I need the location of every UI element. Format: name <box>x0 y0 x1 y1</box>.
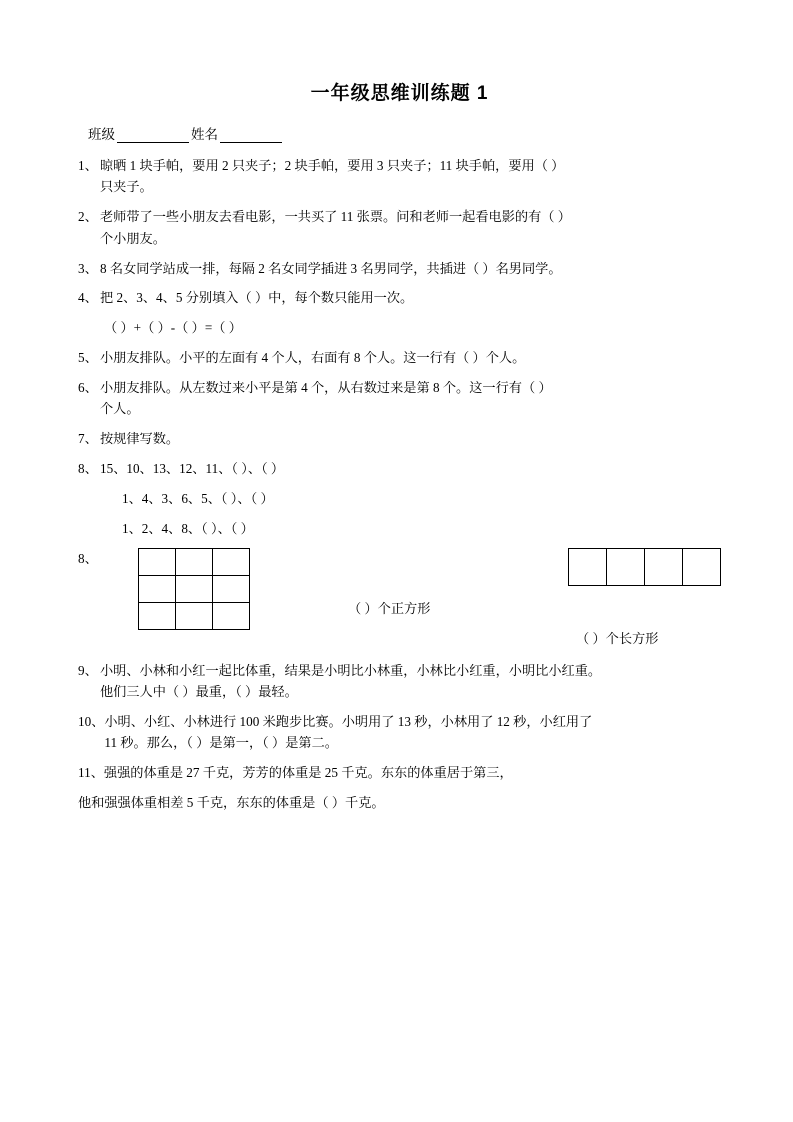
question-11-number: 11、 <box>78 765 104 781</box>
question-7 <box>78 428 721 449</box>
question-2-number: 2、 <box>78 209 98 225</box>
table-row <box>139 575 250 602</box>
page-title: 一年级思维训练题 1 <box>310 83 489 104</box>
question-9-line-2[interactable]: 他们三人中（ ）最重，（ ）最轻。 <box>100 684 298 700</box>
question-8-sequences <box>78 458 721 479</box>
class-blank-field[interactable] <box>117 129 189 143</box>
question-4-equation[interactable]: （ ）+（ ）-（ ）=（ ） <box>104 320 242 336</box>
question-1-line-2: 只夹子。 <box>100 179 153 195</box>
question-5-body: 小朋友排队。小平的左面有 4 个人，右面有 8 个人。这一行有（ ）个人。 <box>100 350 526 366</box>
grid-cell <box>176 602 213 629</box>
question-1 <box>78 155 721 198</box>
question-2 <box>78 206 721 249</box>
rectangle-count-answer[interactable]: （ ）个长方形 <box>576 630 659 646</box>
question-6 <box>78 377 721 420</box>
question-4 <box>78 287 721 308</box>
grid-cell <box>139 548 176 575</box>
question-1-line-1: 晾晒 1 块手帕，要用 2 只夹子；2 块手帕，要用 3 只夹子；11 块手帕，要用（ ） <box>100 158 565 173</box>
grid-cell <box>139 575 176 602</box>
question-6-line-1: 小朋友排队。从左数过来小平是第 4 个，从右数过来是第 8 个。这一行有（ ） <box>100 380 552 395</box>
question-6-line-2: 个人。 <box>100 401 140 417</box>
grid-cell <box>645 548 683 585</box>
grid-cell <box>176 548 213 575</box>
question-8-line-2[interactable]: 1、4、3、6、5、（ ）、（ ） <box>122 491 274 506</box>
question-10-line-2[interactable]: 11 秒。那么，（ ）是第一，（ ）是第二。 <box>104 735 338 751</box>
name-label: 姓名 <box>191 127 218 142</box>
grid-cell <box>607 548 645 585</box>
question-10-number: 10、 <box>78 714 105 729</box>
grid-cell <box>213 602 250 629</box>
question-6-body <box>100 377 721 420</box>
square-grid-figure <box>138 548 250 630</box>
question-8-line-3[interactable]: 1、2、4、8、（ ）、（ ） <box>122 520 254 536</box>
question-10-body <box>104 711 721 754</box>
square-count-answer[interactable]: （ ）个正方形 <box>348 600 431 616</box>
question-4-body: 把 2、3、4、5 分别填入（ ）中，每个数只能用一次。 <box>100 290 414 306</box>
name-blank-field[interactable] <box>220 129 282 143</box>
question-9-number: 9、 <box>78 662 98 678</box>
table-row <box>139 602 250 629</box>
grid-cell <box>139 602 176 629</box>
grid-cell <box>176 575 213 602</box>
question-5-number: 5、 <box>78 350 98 366</box>
question-10-line-1: 小明、小红、小林进行 100 米跑步比赛。小明用了 13 秒，小林用了 12 秒，小红用了 <box>104 714 593 729</box>
question-5 <box>78 347 721 368</box>
question-3 <box>78 258 721 279</box>
question-3-body: 8 名女同学站成一排，每隔 2 名女同学插进 3 名男同学，共插进（ ）名男同学。 <box>100 260 562 276</box>
question-8-line-1[interactable]: 15、10、13、12、11、（ ）、（ ） <box>100 461 285 477</box>
question-7-body: 按规律写数。 <box>100 431 180 447</box>
question-9-body <box>100 660 721 703</box>
class-label: 班级 <box>88 127 115 142</box>
grid-cell <box>683 548 721 585</box>
question-3-number: 3、 <box>78 260 98 276</box>
question-1-body <box>100 155 721 198</box>
question-1-number: 1、 <box>78 158 98 173</box>
question-11 <box>78 762 721 783</box>
question-2-body <box>100 206 721 249</box>
rectangle-grid-figure <box>568 548 721 586</box>
question-9-line-1: 小明、小林和小红一起比体重，结果是小明比小林重，小林比小红重，小明比小红重。 <box>100 662 602 678</box>
question-6-number: 6、 <box>78 380 98 395</box>
question-10 <box>78 711 721 754</box>
table-row <box>569 548 721 585</box>
figure-section <box>78 548 721 656</box>
question-8-number: 8、 <box>78 461 98 477</box>
question-7-number: 7、 <box>78 431 98 447</box>
question-4-number: 4、 <box>78 290 98 306</box>
question-2-line-2: 个小朋友。 <box>100 230 166 246</box>
student-info-line <box>88 123 721 143</box>
figure-section-number: 8、 <box>78 550 98 566</box>
question-11-line-2[interactable]: 他和强强体重相差 5 千克，东东的体重是（ ）千克。 <box>78 795 385 811</box>
question-11-line-1: 强强的体重是 27 千克，芳芳的体重是 25 千克。东东的体重居于第三， <box>103 765 513 781</box>
grid-cell <box>213 548 250 575</box>
question-9 <box>78 660 721 703</box>
question-2-line-1: 老师带了一些小朋友去看电影，一共买了 11 张票。问和老师一起看电影的有（ ） <box>100 209 571 225</box>
grid-cell <box>569 548 607 585</box>
table-row <box>139 548 250 575</box>
grid-cell <box>213 575 250 602</box>
